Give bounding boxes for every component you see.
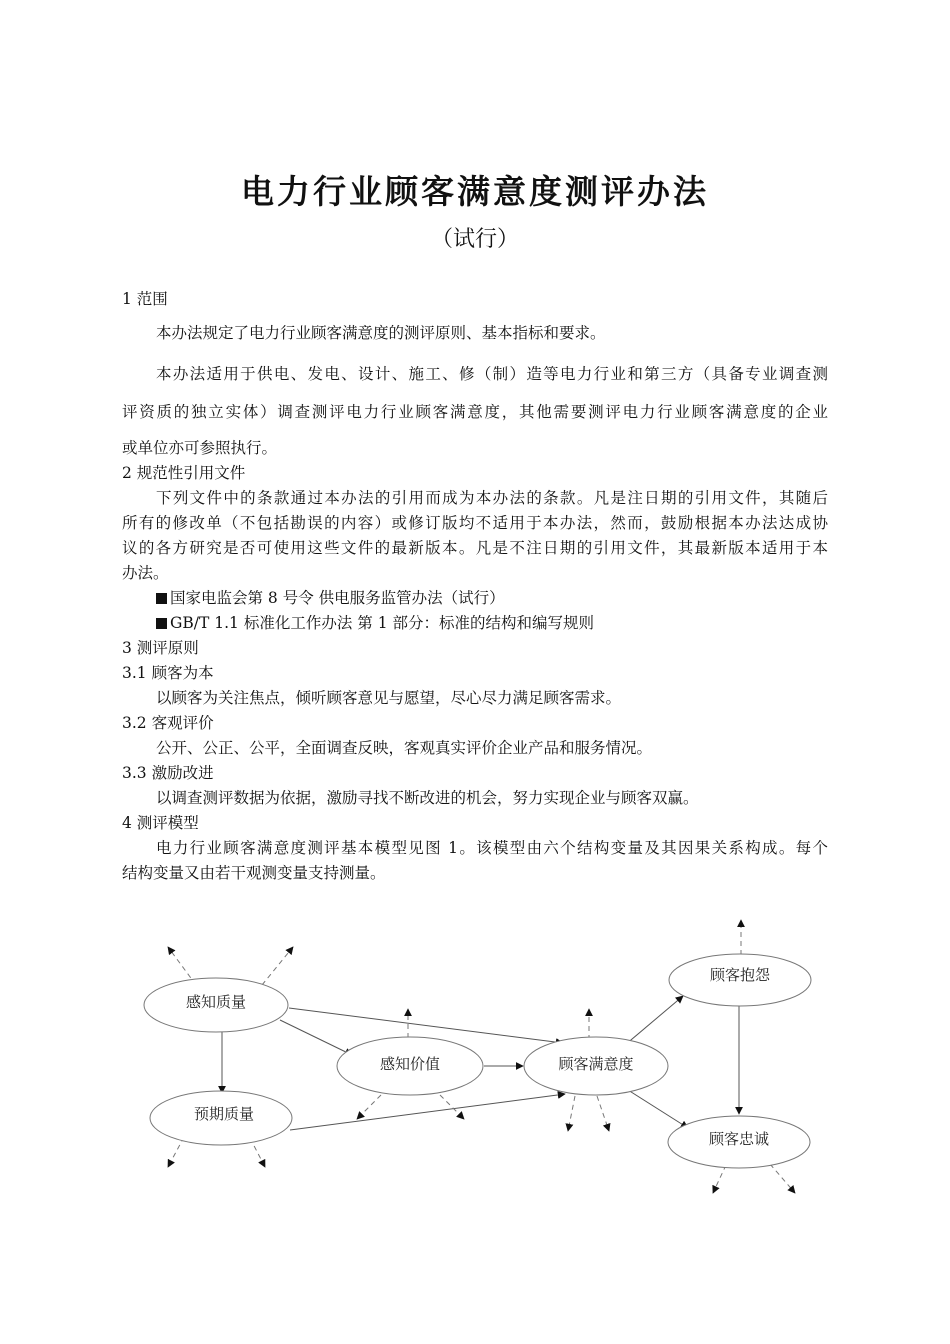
node-loyalty: 顾客忠诚 <box>708 1130 770 1148</box>
node-expected-quality: 预期质量 <box>193 1105 255 1123</box>
section-1-paragraph-2-line-3: 或单位亦可参照执行。 <box>122 439 278 457</box>
indicator-arrow <box>597 1096 609 1131</box>
reference-item-2-text: GB/T 1.1 标准化工作办法 第 1 部分：标准的结构和编写规则 <box>170 614 594 632</box>
node-perceived-quality: 感知质量 <box>185 993 247 1011</box>
section-2-paragraph-line-4: 办法。 <box>122 564 169 582</box>
section-3-2-heading: 3.2 客观评价 <box>122 714 214 732</box>
section-2-heading: 2 规范性引用文件 <box>122 464 246 482</box>
section-3-3-text: 以调查测评数据为依据，激励寻找不断改进的机会，努力实现企业与顾客双赢。 <box>156 789 699 807</box>
section-3-1-heading: 3.1 顾客为本 <box>122 664 214 682</box>
section-4-paragraph-line-2: 结构变量又由若干观测变量支持测量。 <box>122 864 386 882</box>
section-3-heading: 3 测评原则 <box>122 639 199 657</box>
indicator-arrow <box>262 947 293 985</box>
section-2-paragraph-line-1: 下列文件中的条款通过本办法的引用而成为本办法的条款。凡是注日期的引用文件，其随后 <box>156 489 828 507</box>
edge-satisfaction-to-complaint <box>625 996 683 1045</box>
document-subtitle: （试行） <box>430 227 519 252</box>
section-2-paragraph-line-2: 所有的修改单（不包括勘误的内容）或修订版均不适用于本办法，然而，鼓励根据本办法达成协 <box>122 514 828 532</box>
node-perceived-value: 感知价值 <box>379 1055 441 1073</box>
section-3-3-heading: 3.3 激励改进 <box>122 764 214 782</box>
indicator-arrow <box>440 1095 464 1119</box>
edge-perceived-quality-to-value <box>280 1020 352 1055</box>
indicator-arrow <box>568 1096 575 1131</box>
section-3-1-text: 以顾客为关注焦点，倾听顾客意见与愿望，尽心尽力满足顾客需求。 <box>156 689 622 707</box>
indicator-arrow <box>713 1165 726 1193</box>
indicator-arrow <box>357 1095 381 1119</box>
indicator-arrow <box>770 1164 795 1193</box>
node-satisfaction: 顾客满意度 <box>558 1055 634 1073</box>
indicator-arrow <box>168 1137 184 1167</box>
section-1-paragraph-2-line-2: 评资质的独立实体）调查测评电力行业顾客满意度，其他需要测评电力行业顾客满意度的企业 <box>122 403 828 421</box>
reference-item-1-text: 国家电监会第 8 号令 供电服务监管办法（试行） <box>170 589 505 607</box>
section-4-paragraph-line-1: 电力行业顾客满意度测评基本模型见图 1。该模型由六个结构变量及其因果关系构成。每个 <box>156 839 828 857</box>
section-3-2-text: 公开、公正、公平，全面调查反映，客观真实评价企业产品和服务情况。 <box>156 739 653 757</box>
edge-expected-to-satisfaction <box>290 1094 565 1130</box>
node-complaint: 顾客抱怨 <box>709 966 771 984</box>
section-4-heading: 4 测评模型 <box>122 814 199 832</box>
section-1-paragraph-2-line-1: 本办法适用于供电、发电、设计、施工、修（制）造等电力行业和第三方（具备专业调查测 <box>156 365 828 383</box>
document-title: 电力行业顾客满意度测评办法 <box>241 172 709 211</box>
section-2-paragraph-line-3: 议的各方研究是否可使用这些文件的最新版本。凡是不注日期的引用文件，其最新版本适用于本 <box>122 539 828 557</box>
section-1-paragraph-1: 本办法规定了电力行业顾客满意度的测评原则、基本指标和要求。 <box>156 324 606 342</box>
edge-satisfaction-to-loyalty <box>628 1090 688 1128</box>
section-1-heading: 1 范围 <box>122 290 168 308</box>
